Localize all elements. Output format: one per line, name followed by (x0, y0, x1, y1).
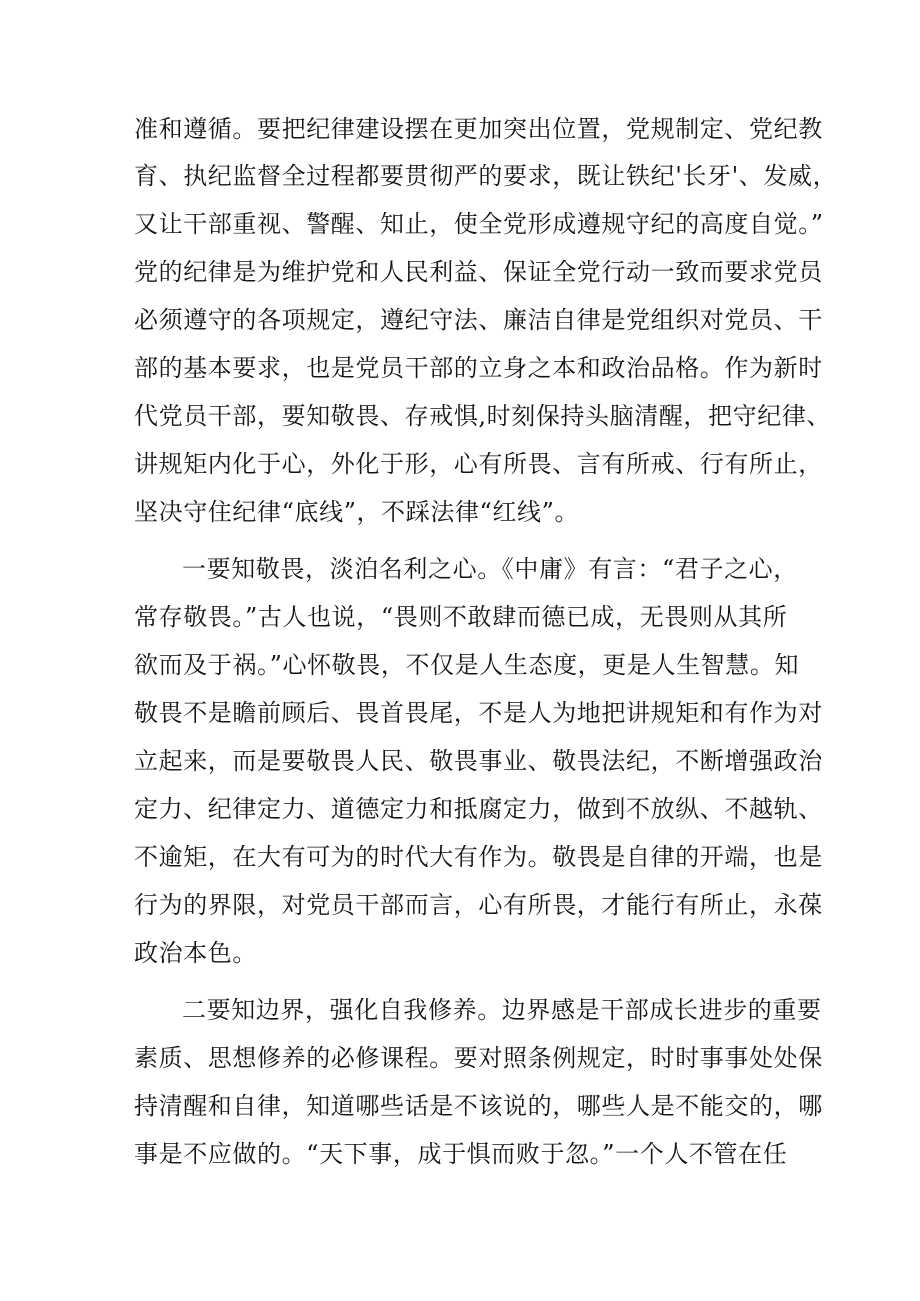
text-line: 敬畏不是瞻前顾后、畏首畏尾，不是人为地把讲规矩和有作为对 (134, 699, 823, 727)
text-line: 欲而及于祸。”心怀敬畏，不仅是人生态度，更是人生智慧。知 (134, 651, 800, 679)
text-line: 准和遵循。要把纪律建设摆在更加突出位置，党规制定、党纪教 (134, 115, 823, 143)
text-line: 事是不应做的。“天下事，成于惧而败于忽。”一个人不管在任 (134, 1140, 788, 1168)
text-line: 坚决守住纪律“底线”，不踩法律“红线”。 (134, 498, 580, 526)
text-line: 代党员干部，要知敬畏、存戒惧,时刻保持头脑清醒，把守纪律、 (134, 402, 832, 430)
text-line: 常存敬畏。”古人也说，“畏则不敢肆而德已成，无畏则从其所 (134, 603, 788, 631)
text-line: 立起来，而是要敬畏人民、敬畏事业、敬畏法纪，不断增强政治 (134, 747, 823, 775)
paragraph-first-line: 二要知边界，强化自我修养。边界感是干部成长进步的重要 (182, 996, 822, 1024)
text-line: 必须遵守的各项规定，遵纪守法、廉洁自律是党组织对党员、干 (134, 306, 823, 334)
text-line: 定力、纪律定力、道德定力和抵腐定力，做到不放纵、不越轨、 (134, 795, 823, 823)
paragraph-first-line: 一要知敬畏，淡泊名利之心。《中庸》有言：“君子之心， (182, 555, 798, 583)
text-line: 部的基本要求，也是党员干部的立身之本和政治品格。作为新时 (134, 354, 823, 382)
text-line: 素质、思想修养的必修课程。要对照条例规定，时时事事处处保 (134, 1044, 823, 1072)
text-line: 行为的界限，对党员干部而言，心有所畏，才能行有所止，永葆 (134, 891, 823, 919)
text-line: 持清醒和自律，知道哪些话是不该说的，哪些人是不能交的，哪 (134, 1092, 823, 1120)
text-line: 讲规矩内化于心，外化于形，心有所畏、言有所戒、行有所止， (134, 450, 823, 478)
text-line: 又让干部重视、警醒、知止，使全党形成遵规守纪的高度自觉。” (134, 210, 824, 238)
text-line: 党的纪律是为维护党和人民利益、保证全党行动一致而要求党员 (134, 258, 823, 286)
text-line: 不逾矩，在大有可为的时代大有作为。敬畏是自律的开端，也是 (134, 843, 823, 871)
text-line: 政治本色。 (134, 939, 257, 967)
text-line: 育、执纪监督全过程都要贯彻严的要求，既让铁纪'长牙'、发威， (134, 162, 838, 190)
